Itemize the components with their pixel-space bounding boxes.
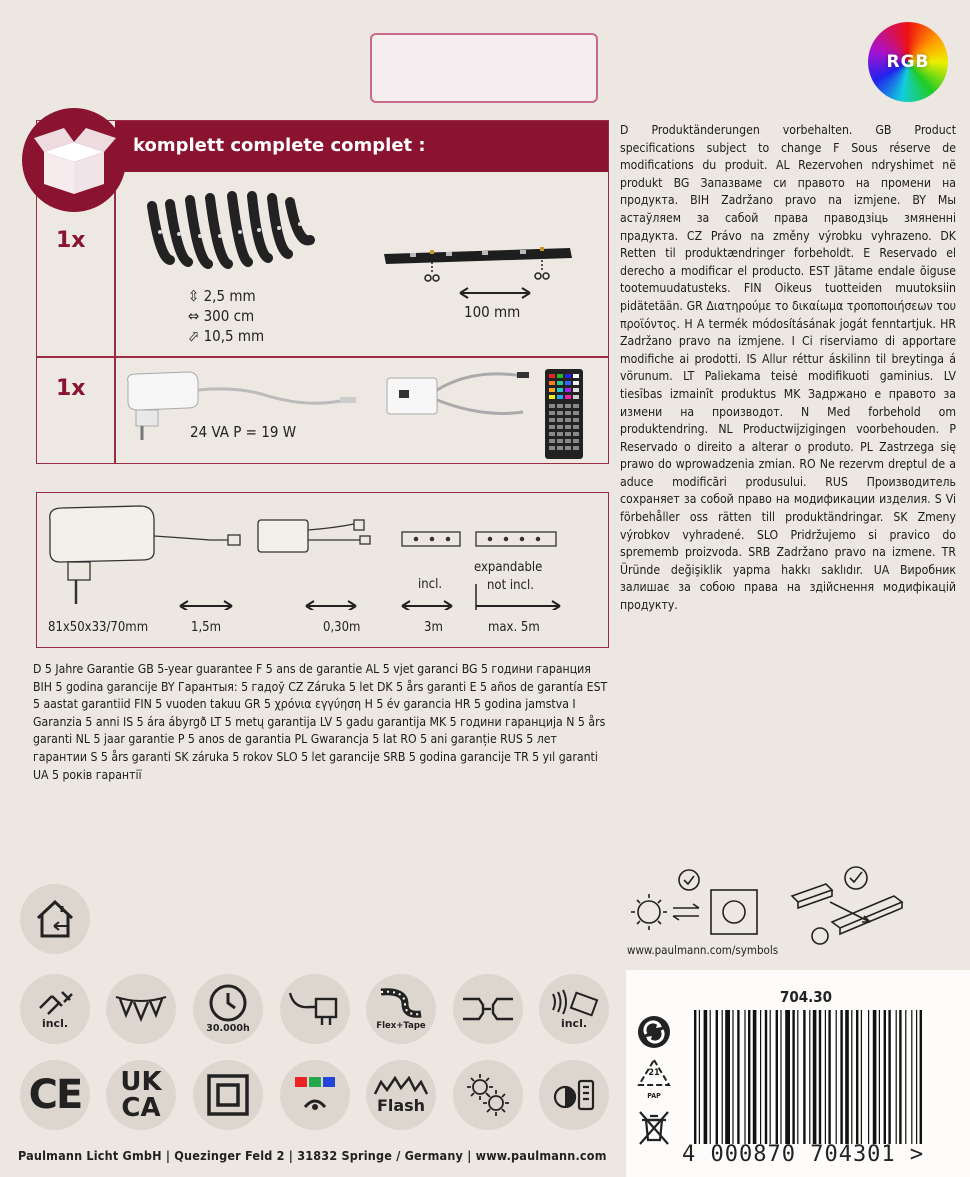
barcode-bar (776, 1010, 778, 1144)
barcode-bar (809, 1010, 810, 1144)
plug-included-icon (20, 974, 90, 1044)
barcode-bar (748, 1010, 750, 1144)
cut-length-label: 100 mm (464, 303, 521, 321)
ce-mark-text: CE (28, 1072, 82, 1118)
dimension-length: ⇔ 300 cm (188, 307, 255, 325)
flex-tape-icon (366, 974, 436, 1044)
barcode-bar (896, 1010, 897, 1144)
cut-length-arrow (458, 285, 532, 304)
barcode-bar (828, 1010, 830, 1144)
contents-row-divider (37, 356, 609, 358)
barcode-bar (780, 1010, 781, 1144)
recycling-icon (636, 1014, 672, 1054)
barcode-bar (825, 1010, 826, 1144)
cable1-length: 1,5m (191, 620, 221, 635)
power-rating: 24 VA P = 19 W (190, 423, 297, 441)
barcode-bar (785, 1010, 790, 1144)
rgb-color-change-icon (280, 1060, 350, 1130)
barcode-bar (920, 1010, 922, 1144)
scissors-icon (425, 260, 549, 281)
system-diagram (44, 500, 604, 614)
remote-dimming-icon (539, 1060, 609, 1130)
barcode-bar (861, 1010, 862, 1144)
contents-column-divider (114, 171, 116, 464)
barcode-bar (888, 1010, 890, 1144)
plug-included-label: incl. (41, 1017, 69, 1030)
barcode-bar (899, 1010, 901, 1144)
rgb-badge (868, 22, 948, 102)
pap-recycle-icon (636, 1058, 672, 1100)
rgb-badge-label: RGB (886, 52, 930, 72)
expandable-label: expandable (474, 560, 543, 575)
remote-control-image (544, 368, 584, 464)
product-change-notice: D Produktänderungen vorbehalten. GB Product specifications subject to change F Sous réserve de modifications du produit. AL Rezervohen ndryshimet në produkt BG Запазваме си правото на промени на продукта. BIH Zadržano pravo na izmjene. BY Мы астаўляем за сабой права праводзіць змяненні прадукта. CZ Právo na změny výrobku vyhrazeno. DK Retten til produktændringer forbeholdt. E Reservado el derecho a modificar el producto. EST Jätame endale õiguse tootemuudatusteks. FIN Oikeus tuotteiden muutoksiin pidätetään. GR Διατηρούμε το δικαίωμα τροποποιήσεων του προϊόντος. H A termék módosításának jogát fenntartjuk. HR Zadržano pravo na izmjene. I Ci riserviamo di apportare modifiche ai prodotti. IS Allur réttur áskilinn til breytinga á vörunum. LT Paliekama teisė modifikuoti gaminius. LV tiesības izmainīt produktus MK Задржано е правото за измени на производот. N Med forbehold om produktendring. NL Productwijzigingen voorbehouden. P Reservado o direito a alterar o produto. PL Zastrzega się prawo do wprowadzenia zmian. RO Ne rezervm dreptul de a aduce modificări produsului. RUS Производитель сохраняет за собой право на модификации изделия. S Vi förbehåller oss rätten till produktändringar. SK Zmeny výrobkov vyhradené. SLO Pridržujemo si pravico do sprememb proizvoda. SRB Zadržano pravo na izmene. TR Üründe değişiklik yapma hakkı saklıdır. UA Виробник залишає за собою права на здійснення модифікацій продукту. (620, 123, 956, 613)
barcode-bar (722, 1010, 723, 1144)
barcode-bar (704, 1010, 708, 1144)
qty-strip: 1x (56, 228, 86, 253)
height-arrow-icon: ⇳ (188, 287, 204, 305)
diagonal-arrow-icon: ⬀ (188, 327, 204, 345)
light-setting-icons (627, 866, 767, 942)
barcode-bar (911, 1010, 912, 1144)
barcode-bar (716, 1010, 718, 1144)
power-supply-icon (280, 974, 350, 1044)
not-included-label: not incl. (487, 578, 534, 593)
flash-effect-icon (366, 1060, 436, 1130)
symbols-url: www.paulmann.com/symbols (627, 943, 779, 957)
article-number: 704.30 (780, 988, 833, 1006)
barcode-bar (819, 1010, 821, 1144)
barcode-bar (710, 1010, 711, 1144)
remote-included-icon (539, 974, 609, 1044)
dimmable-icon (453, 1060, 523, 1130)
packaging-window (370, 33, 598, 103)
barcode-bar (732, 1010, 733, 1144)
garland-icon (106, 974, 176, 1044)
protection-class-icon (193, 1060, 263, 1130)
box-icon (22, 108, 126, 212)
contents-heading: komplett complete complet : (115, 121, 608, 172)
guarantee-notice: D 5 Jahre Garantie GB 5-year guarantee F 5 ans de garantie AL 5 vjet garanci BG 5 години гаранция BIH 5 godina garancije BY Гарантыя: 5 гадоў CZ Záruka 5 let DK 5 års garanti E 5 años de garantía EST 5 aastat garantiid FIN 5 vuoden takuu GR 5 χρόνια εγγύηση H 5 év garancia HR 5 godina jamstva I Garanzia 5 anni IS 5 ára ábyrgð LT 5 metų garantija LV 5 gadu garantija MK 5 години гаранција N 5 års garanti NL 5 jaar garantie P 5 anos de garantia PL Gwarancja 5 lat RO 5 ani garanție RUS 5 лет гарантии S 5 års garanti SK záruka 5 rokov SLO 5 let garancije SRB 5 godina garancije TR 5 yıl garanti UA 5 років гарантії (33, 662, 608, 782)
barcode-bar (884, 1010, 886, 1144)
adapter-size: 81x50x33/70mm (48, 620, 149, 635)
barcode-bar (797, 1010, 798, 1144)
qty-accessories: 1x (56, 376, 86, 401)
barcode-bar (845, 1010, 849, 1144)
barcode-bar (873, 1010, 877, 1144)
barcode-bar (694, 1010, 696, 1144)
pap-number: 21 (648, 1068, 660, 1078)
connector-icon (786, 860, 906, 954)
barcode-bar (744, 1010, 745, 1144)
barcode-panel (626, 970, 970, 1177)
barcode-bar (753, 1010, 757, 1144)
barcode-bar (699, 1010, 700, 1144)
barcode-bar (836, 1010, 837, 1144)
barcode-bar (725, 1010, 730, 1144)
barcode-bar (879, 1010, 880, 1144)
barcode-digits: 4 000870 704301 > (682, 1142, 925, 1167)
strip-included-label: incl. (418, 577, 443, 592)
dimension-height: ⇳ 2,5 mm (188, 287, 256, 305)
barcode-bar (856, 1010, 858, 1144)
strip-segment-image (380, 236, 580, 292)
flash-label: Flash (376, 1095, 426, 1115)
expandable-max-length: max. 5m (488, 620, 540, 635)
barcode-bar (770, 1010, 771, 1144)
dimension-diagonal: ⬀ 10,5 mm (188, 327, 265, 345)
barcode-bar (792, 1010, 794, 1144)
strip-included-length: 3m (424, 620, 443, 635)
led-strip-coil-image (140, 188, 320, 282)
plug-connector-icon (453, 974, 523, 1044)
barcode-bar (737, 1010, 739, 1144)
length-arrow-icon: ⇔ (188, 307, 204, 325)
barcode-bar (905, 1010, 906, 1144)
ce-mark-icon (20, 1060, 90, 1130)
barcode-bar (760, 1010, 761, 1144)
barcode-bars (694, 1010, 960, 1148)
remote-included-label: incl. (560, 1017, 588, 1030)
lifetime-clock-icon (193, 974, 263, 1044)
barcode-bar (868, 1010, 869, 1144)
indoor-use-icon (20, 884, 90, 954)
barcode-bar (765, 1010, 767, 1144)
controller-image (383, 368, 543, 432)
ukca-mark-icon: UK CA (106, 1060, 176, 1130)
barcode-bar (851, 1010, 852, 1144)
barcode-bar (813, 1010, 817, 1144)
company-address: Paulmann Licht GmbH | Quezinger Feld 2 | 31832 Springe / Germany | www.paulmann.com (18, 1148, 607, 1163)
pap-label: PAP (647, 1092, 661, 1100)
barcode-bar (916, 1010, 917, 1144)
barcode-bar (840, 1010, 842, 1144)
lifetime-label: 30.000h (206, 1023, 250, 1034)
barcode-bar (803, 1010, 805, 1144)
waste-bin-icon (638, 1110, 670, 1150)
flex-tape-label: Flex+Tape (376, 1021, 426, 1031)
cable2-length: 0,30m (323, 620, 361, 635)
